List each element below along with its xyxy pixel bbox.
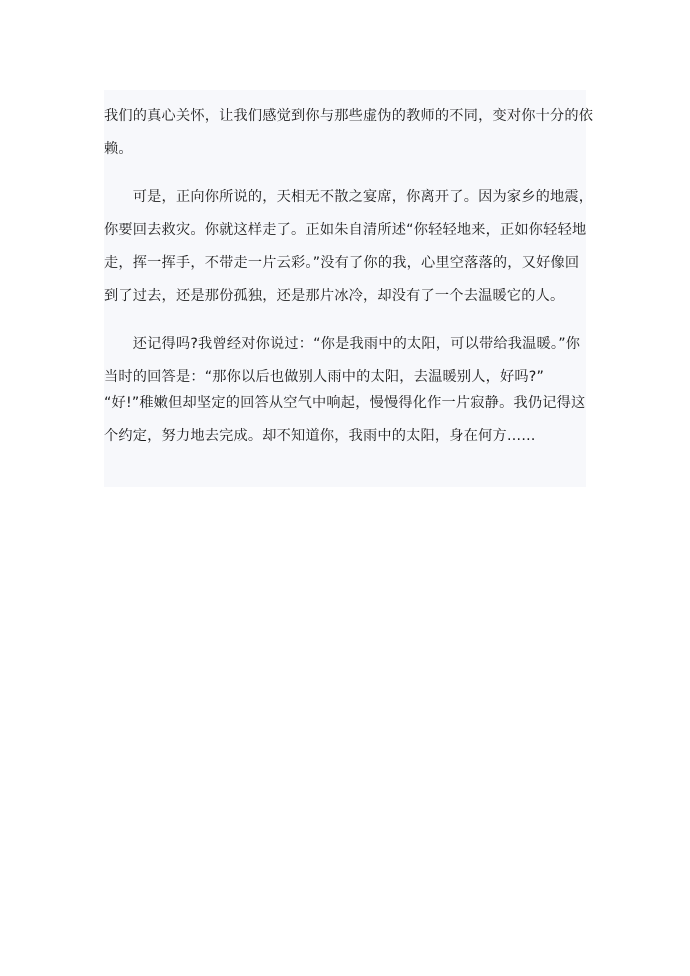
paragraph-1 (104, 100, 594, 166)
text-line: 赖。 (104, 141, 133, 157)
document-text-block (104, 90, 594, 487)
text-line: 走，挥一挥手，不带走一片云彩。”没有了你的我，心里空落落的，又好像回 (104, 255, 580, 271)
text-line: 你要回去救灾。你就这样走了。正如朱自清所述“你轻轻地来，正如你轻轻地 (104, 222, 587, 238)
paragraph-3 (104, 328, 586, 453)
text-line: 到了过去，还是那份孤独，还是那片冰冷，却没有了一个去温暖它的人。 (104, 288, 565, 304)
text-line: 当时的回答是：“那你以后也做别人雨中的太阳，去温暖别人，好吗?” (104, 369, 545, 385)
text-line: 还记得吗?我曾经对你说过：“你是我雨中的太阳，可以带给我温暖。”你 (104, 336, 581, 352)
text-line: 我们的真心关怀，让我们感觉到你与那些虚伪的教师的不同，变对你十分的依 (104, 108, 594, 124)
text-line: 可是，正向你所说的，天相无不散之宴席，你离开了。因为家乡的地震， (104, 189, 594, 205)
paragraph-2 (104, 181, 594, 313)
text-line: 个约定，努力地去完成。却不知道你，我雨中的太阳，身在何方…… (104, 428, 536, 444)
text-line: “好!”稚嫩但却坚定的回答从空气中响起，慢慢得化作一片寂静。我仍记得这 (104, 395, 586, 411)
